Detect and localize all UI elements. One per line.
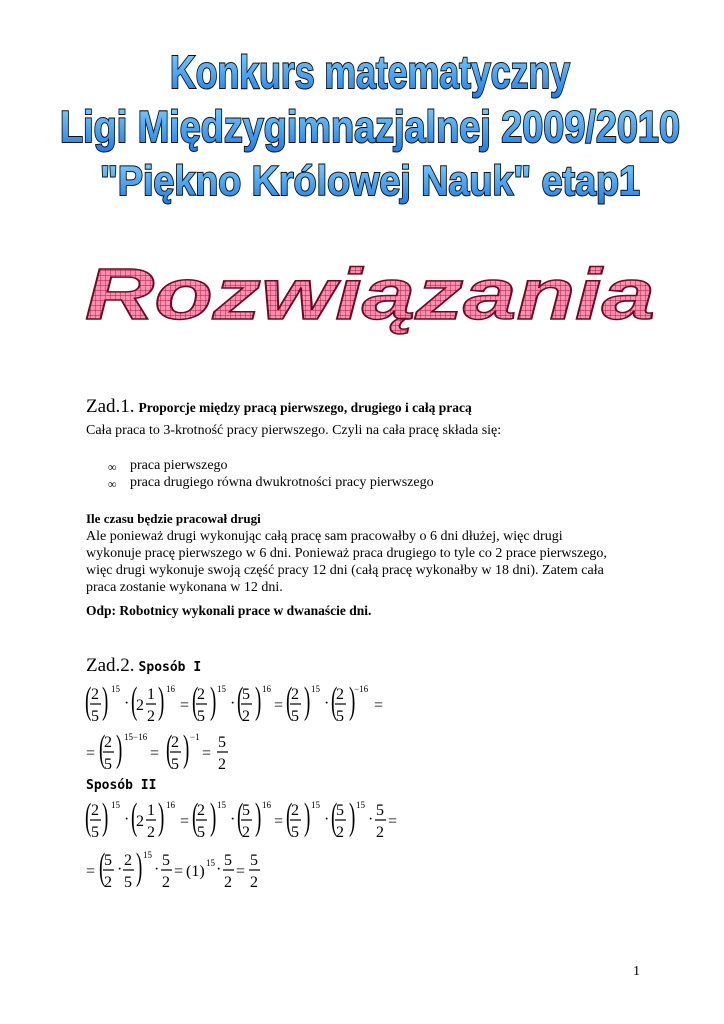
svg-text:15: 15	[206, 858, 215, 868]
method1-equation-line-1	[84, 680, 404, 728]
svg-text:=: =	[274, 697, 284, 714]
svg-text:·: ·	[124, 695, 130, 712]
svg-text:2: 2	[218, 756, 226, 773]
svg-text:·: ·	[216, 861, 222, 878]
svg-text:2: 2	[336, 686, 344, 703]
svg-text:5: 5	[104, 852, 112, 869]
svg-text:15: 15	[111, 684, 120, 694]
svg-text:=: =	[202, 745, 212, 762]
svg-text:): )	[255, 796, 262, 838]
svg-text:·: ·	[124, 811, 130, 828]
svg-text:(: (	[286, 796, 293, 838]
svg-text:15: 15	[111, 800, 120, 810]
solutions-banner-text: Rozwiązania	[85, 255, 655, 335]
svg-text:(: (	[237, 680, 244, 722]
svg-text:1: 1	[147, 802, 155, 819]
title-line-2: Ligi Międzygimnazjalnej 2009/2010	[59, 102, 680, 152]
svg-text:15: 15	[217, 684, 226, 694]
zad2-label: Zad.2.	[86, 655, 135, 676]
svg-text:): )	[136, 846, 143, 888]
svg-text:2: 2	[171, 734, 179, 751]
svg-text:5: 5	[242, 686, 250, 703]
svg-text:5: 5	[124, 874, 132, 891]
svg-text:5: 5	[336, 708, 344, 725]
svg-text:=: =	[180, 813, 190, 830]
svg-text:15: 15	[143, 850, 152, 860]
svg-text:5: 5	[162, 852, 170, 869]
bullet-symbol: ∞	[108, 477, 117, 491]
svg-text:·: ·	[117, 861, 123, 878]
svg-text:=: =	[180, 697, 190, 714]
svg-text:(1): (1)	[186, 863, 205, 880]
svg-text:5: 5	[376, 802, 384, 819]
svg-text:2: 2	[104, 734, 112, 751]
svg-text:(: (	[286, 680, 293, 722]
bullet-symbol: ∞	[108, 460, 117, 474]
svg-text:): )	[349, 680, 356, 722]
svg-text:): )	[210, 796, 217, 838]
svg-text:15: 15	[311, 684, 320, 694]
svg-text:15−16: 15−16	[124, 732, 148, 742]
svg-text:(: (	[331, 796, 338, 838]
svg-text:5: 5	[91, 708, 99, 725]
svg-text:=: =	[86, 863, 96, 880]
time-heading: Ile czasu będzie pracował drugi	[86, 511, 261, 526]
svg-text:16: 16	[166, 684, 175, 694]
svg-text:(: (	[99, 728, 106, 770]
svg-text:): )	[210, 680, 217, 722]
svg-text:): )	[255, 680, 262, 722]
svg-text:16: 16	[262, 800, 271, 810]
method1-label: Sposób I	[138, 660, 202, 675]
svg-text:): )	[349, 796, 356, 838]
zad1-heading	[86, 396, 472, 418]
svg-text:·: ·	[324, 811, 330, 828]
svg-text:2: 2	[124, 852, 132, 869]
svg-text:·: ·	[230, 811, 236, 828]
zad1-answer: Odp: Robotnicy wykonali prace w dwanaście dni.	[86, 603, 372, 618]
bullet-item-2: praca drugiego równa dwukrotności pracy pierwszego	[130, 475, 434, 490]
svg-text:−16: −16	[354, 684, 369, 694]
svg-text:·: ·	[230, 695, 236, 712]
svg-text:16: 16	[262, 684, 271, 694]
svg-text:5: 5	[291, 708, 299, 725]
paragraph-line-1: Ale ponieważ drugi wykonując całą pracę sam pracowałby o 6 dni dłużej, więc drugi	[86, 529, 563, 544]
svg-text:2: 2	[242, 708, 250, 725]
svg-text:2: 2	[147, 708, 155, 725]
svg-text:5: 5	[250, 852, 258, 869]
method2-equation-line-2	[84, 846, 284, 894]
svg-text:−1: −1	[190, 732, 200, 742]
paragraph-line-4: praca zostanie wykonana w 12 dni.	[86, 580, 283, 595]
title-line-1: Konkurs matematyczny	[170, 47, 571, 99]
svg-text:(: (	[166, 728, 173, 770]
svg-text:2: 2	[91, 802, 99, 819]
svg-text:=: =	[274, 813, 284, 830]
method1-equation-line-2	[84, 728, 284, 776]
svg-text:2: 2	[242, 824, 250, 841]
svg-text:=: =	[236, 863, 246, 880]
contest-title-wordart	[40, 28, 700, 218]
svg-text:2: 2	[291, 686, 299, 703]
svg-text:=: =	[174, 863, 184, 880]
svg-text:): )	[304, 796, 311, 838]
svg-text:5: 5	[242, 802, 250, 819]
svg-text:): )	[102, 796, 109, 838]
svg-text:1: 1	[147, 686, 155, 703]
svg-text:2: 2	[250, 874, 258, 891]
svg-text:(: (	[85, 796, 92, 838]
svg-text:): )	[158, 796, 165, 838]
page-number: 1	[633, 964, 640, 979]
svg-text:2: 2	[291, 802, 299, 819]
paren-left: (	[85, 680, 92, 722]
svg-text:=: =	[374, 697, 384, 714]
svg-text:): )	[102, 680, 109, 722]
svg-text:2: 2	[376, 824, 384, 841]
svg-text:(: (	[131, 680, 138, 722]
svg-text:(: (	[131, 796, 138, 838]
svg-text:(: (	[192, 680, 199, 722]
bullet-item-1: praca pierwszego	[130, 458, 228, 473]
zad2-heading	[86, 655, 201, 677]
svg-text:15: 15	[356, 800, 365, 810]
svg-text:·: ·	[324, 695, 330, 712]
svg-text:): )	[304, 680, 311, 722]
svg-text:2: 2	[162, 874, 170, 891]
svg-text:2: 2	[104, 874, 112, 891]
method2-equation-line-1	[84, 796, 404, 844]
zad1-intro: Cała praca to 3-krotność pracy pierwszego. Czyli na cała pracę składa się:	[86, 423, 502, 438]
svg-text:5: 5	[197, 824, 205, 841]
svg-text:(: (	[237, 796, 244, 838]
svg-text:=: =	[86, 745, 96, 762]
method2-label: Sposób II	[86, 778, 157, 793]
title-line-3: "Piękno Królowej Nauk" etap1	[100, 158, 641, 205]
paragraph-line-2: wykonuje pracę pierwszego w 6 dni. Ponieważ praca drugiego to tyle co 2 prace pierwszego,	[86, 546, 607, 561]
svg-text:5: 5	[291, 824, 299, 841]
svg-text:5: 5	[218, 734, 226, 751]
svg-text:=: =	[388, 813, 398, 830]
svg-text:2: 2	[224, 874, 232, 891]
svg-text:5: 5	[197, 708, 205, 725]
svg-text:): )	[183, 728, 190, 770]
svg-text:·: ·	[154, 861, 160, 878]
svg-text:2: 2	[336, 824, 344, 841]
svg-text:): )	[116, 728, 123, 770]
svg-text:(: (	[99, 846, 106, 888]
zad1-subtitle: Proporcje między pracą pierwszego, drugiego i całą pracą	[138, 400, 472, 415]
svg-text:2: 2	[136, 697, 144, 714]
svg-text:): )	[158, 680, 165, 722]
svg-text:5: 5	[336, 802, 344, 819]
svg-text:5: 5	[104, 756, 112, 773]
svg-text:2: 2	[197, 802, 205, 819]
svg-text:5: 5	[224, 852, 232, 869]
svg-text:16: 16	[166, 800, 175, 810]
svg-text:5: 5	[171, 756, 179, 773]
svg-text:2: 2	[136, 813, 144, 830]
svg-text:·: ·	[368, 811, 374, 828]
zad1-label: Zad.1.	[86, 396, 135, 417]
svg-text:2: 2	[147, 824, 155, 841]
svg-text:=: =	[150, 745, 160, 762]
svg-text:15: 15	[311, 800, 320, 810]
paragraph-line-3: więc drugi wykonuje swoją część pracy 12 dni (całą pracę wykonałby w 18 dni). Zatem cała	[86, 563, 604, 578]
solutions-banner	[85, 255, 665, 335]
svg-text:2: 2	[91, 686, 99, 703]
svg-text:(: (	[331, 680, 338, 722]
svg-text:15: 15	[217, 800, 226, 810]
svg-text:2: 2	[197, 686, 205, 703]
svg-text:5: 5	[91, 824, 99, 841]
svg-text:(: (	[192, 796, 199, 838]
